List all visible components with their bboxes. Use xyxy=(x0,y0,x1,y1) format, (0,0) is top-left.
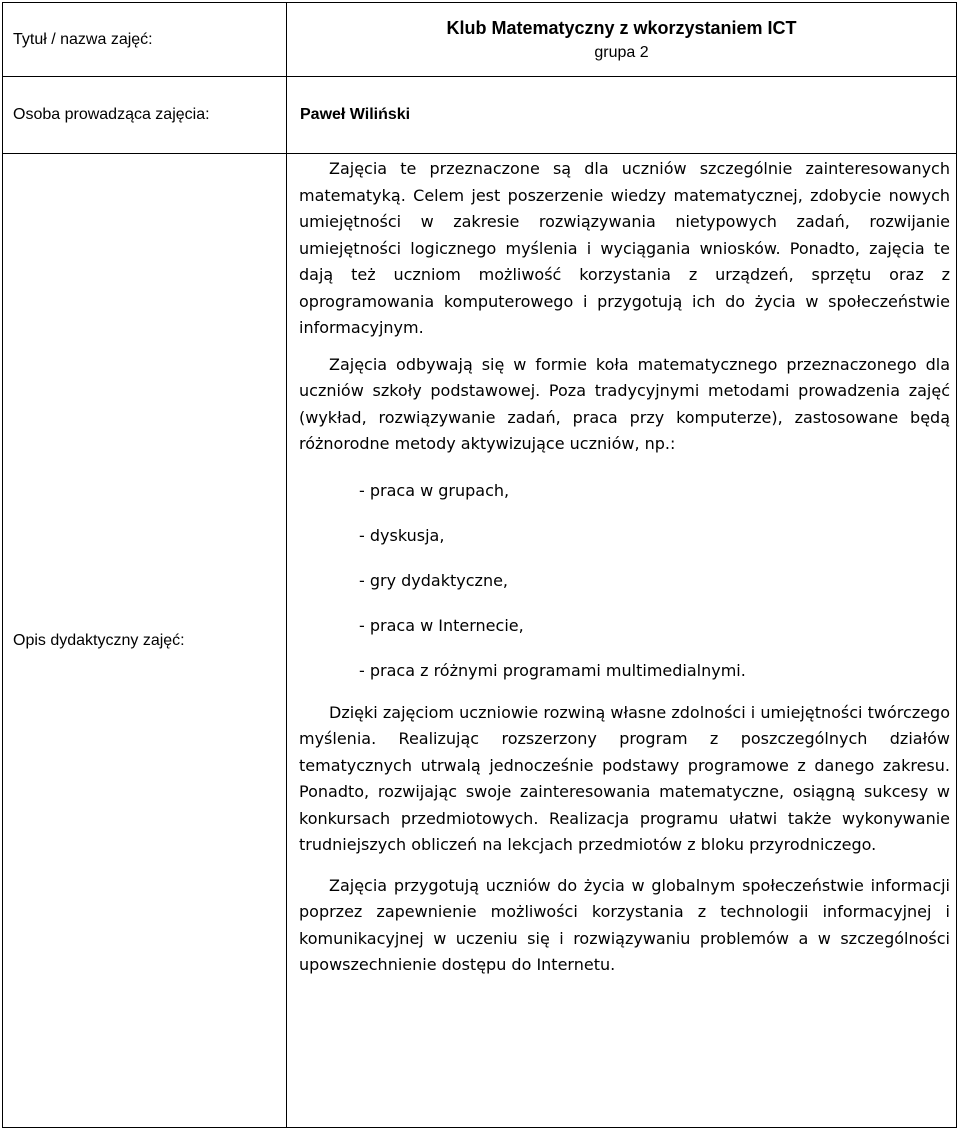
description-label: Opis dydaktyczny zajęć: xyxy=(3,154,287,1128)
teacher-name: Paweł Wiliński xyxy=(287,77,957,154)
title-value-cell xyxy=(287,3,957,77)
title-label: Tytuł / nazwa zajęć: xyxy=(3,3,287,77)
teacher-row xyxy=(3,77,957,154)
methods-list-item: - dyskusja, xyxy=(359,525,445,545)
methods-list-item: - praca w Internecie, xyxy=(359,615,524,635)
course-info-table xyxy=(2,2,957,1128)
methods-list-item: - gry dydaktyczne, xyxy=(359,570,509,590)
methods-list-item: - praca w grupach, xyxy=(359,480,510,500)
description-paragraph-1: Zajęcia te przeznaczone są dla uczniów szczególnie zainteresowanych matematyką. Celem jest poszerzenie wiedzy matematycznej, zdobycie nowych umiejętności w zakresie rozwiązywania nietypowych zadań, rozwijanie umiejętności logicznego myślenia i wyciągania wniosków. Ponadto, zajęcia te dają też uczniom możliwość korzystania z urządzeń, sprzętu oraz z oprogramowania komputerowego i przygotują ich do życia w społeczeństwie informacyjnym. xyxy=(299,159,950,337)
teacher-label: Osoba prowadząca zajęcia: xyxy=(3,77,287,154)
methods-list xyxy=(299,478,950,684)
title-row xyxy=(3,3,957,77)
course-group: grupa 2 xyxy=(594,43,649,61)
description-cell xyxy=(287,154,957,1128)
description-row xyxy=(3,154,957,1128)
description-paragraph-2: Zajęcia odbywają się w formie koła matematycznego przeznaczonego dla uczniów szkoły podstawowej. Poza tradycyjnymi metodami prowadzenia zajęć (wykład, rozwiązywanie zadań, praca przy komputerze), zastosowane będą różnorodne metody aktywizujące uczniów, np.: xyxy=(299,354,950,453)
description-paragraph-3: Dzięki zajęciom uczniowie rozwiną własne zdolności i umiejętności twórczego myślenia. Realizując rozszerzony program z poszczególnych działów tematycznych utrwalą jednocześnie podstawy programowe z danego zakresu. Ponadto, rozwijając swoje zainteresowania matematyczne, osiągną sukcesy w konkursach przedmiotowych. Realizacja programu ułatwi także wykonywanie trudniejszych obliczeń na lekcjach przedmiotów z bloku przyrodniczego. xyxy=(299,702,950,854)
course-title: Klub Matematyczny z wkorzystaniem ICT xyxy=(446,17,797,38)
description-paragraph-4: Zajęcia przygotują uczniów do życia w globalnym społeczeństwie informacji poprzez zapewnienie możliwości korzystania z technologii informacyjnej i komunikacyjnej w uczeniu się i rozwiązywaniu problemów a w szczególności upowszechnienie dostępu do Internetu. xyxy=(299,875,950,974)
methods-list-item: - praca z różnymi programami multimedialnymi. xyxy=(359,660,746,680)
